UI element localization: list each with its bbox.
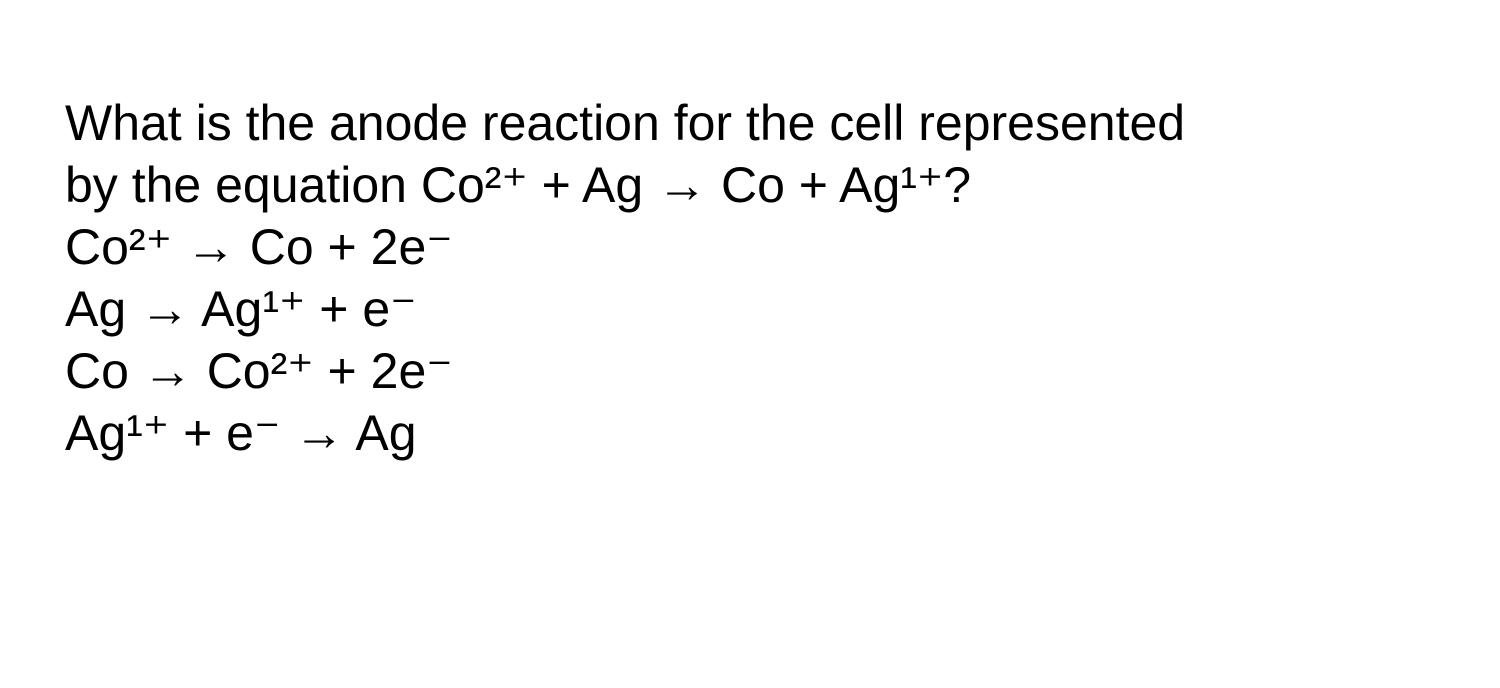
- question-line-1: What is the anode reaction for the cell represented: [65, 95, 1186, 151]
- question-block: [65, 92, 1445, 464]
- answer-option-4[interactable]: Ag¹⁺ + e⁻ → Ag: [65, 405, 417, 461]
- answer-option-3[interactable]: Co → Co²⁺ + 2e⁻: [65, 343, 453, 399]
- answer-option-2[interactable]: Ag → Ag¹⁺ + e⁻: [65, 281, 417, 337]
- question-line-2: by the equation Co²⁺ + Ag → Co + Ag¹⁺?: [65, 157, 972, 213]
- question-text: [65, 92, 1445, 216]
- answer-option-1[interactable]: Co²⁺ → Co + 2e⁻: [65, 219, 453, 275]
- answer-options: [65, 216, 1445, 464]
